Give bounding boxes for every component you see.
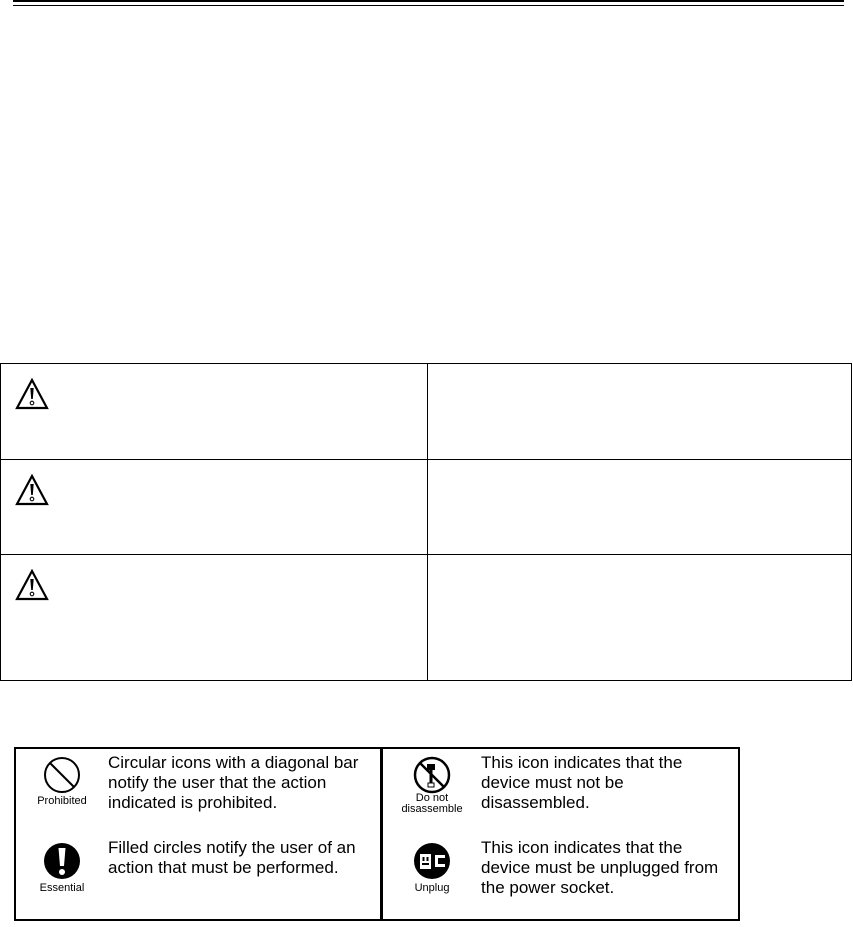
warning-row — [1, 364, 852, 460]
warning-description-cell — [428, 364, 852, 460]
unplug-caption: Unplug — [414, 882, 450, 894]
warning-levels-table — [0, 363, 852, 681]
symbol-legend-table — [14, 747, 740, 921]
warning-description-cell — [428, 555, 852, 681]
legend-row — [15, 834, 739, 920]
warning-row — [1, 555, 852, 681]
unplug-description: This icon indicates that the device must be unplugged from the power socket. — [481, 838, 719, 897]
warning-level-cell — [1, 364, 428, 460]
warning-description-cell — [428, 460, 852, 555]
header-rule-thick — [13, 0, 844, 2]
prohibited-description: Circular icons with a diagonal bar notify the user that the action indicated is prohibited. — [108, 753, 359, 812]
legend-cell-essential — [15, 834, 382, 920]
do-not-disassemble-caption-line2: disassemble — [401, 803, 463, 815]
unplug-icon — [411, 840, 453, 882]
do-not-disassemble-description: This icon indicates that the device must not be disassembled. — [481, 753, 683, 812]
warning-triangle-icon — [15, 378, 49, 410]
essential-icon — [42, 840, 82, 882]
prohibited-icon — [42, 755, 82, 795]
warning-level-cell — [1, 555, 428, 681]
header-rule-thin — [13, 5, 844, 6]
legend-row — [15, 748, 739, 834]
warning-level-cell — [1, 460, 428, 555]
essential-caption: Essential — [39, 882, 85, 894]
legend-cell-prohibited — [15, 748, 382, 834]
warning-triangle-icon — [15, 569, 49, 601]
legend-cell-do-not-disassemble — [382, 748, 739, 834]
warning-triangle-icon — [15, 474, 49, 506]
do-not-disassemble-icon — [412, 755, 452, 795]
warning-row — [1, 460, 852, 555]
essential-description: Filled circles notify the user of an action that must be performed. — [108, 838, 356, 877]
do-not-disassemble-caption-line1: Do not — [415, 792, 449, 804]
legend-cell-unplug — [382, 834, 739, 920]
prohibited-caption: Prohibited — [37, 795, 87, 807]
